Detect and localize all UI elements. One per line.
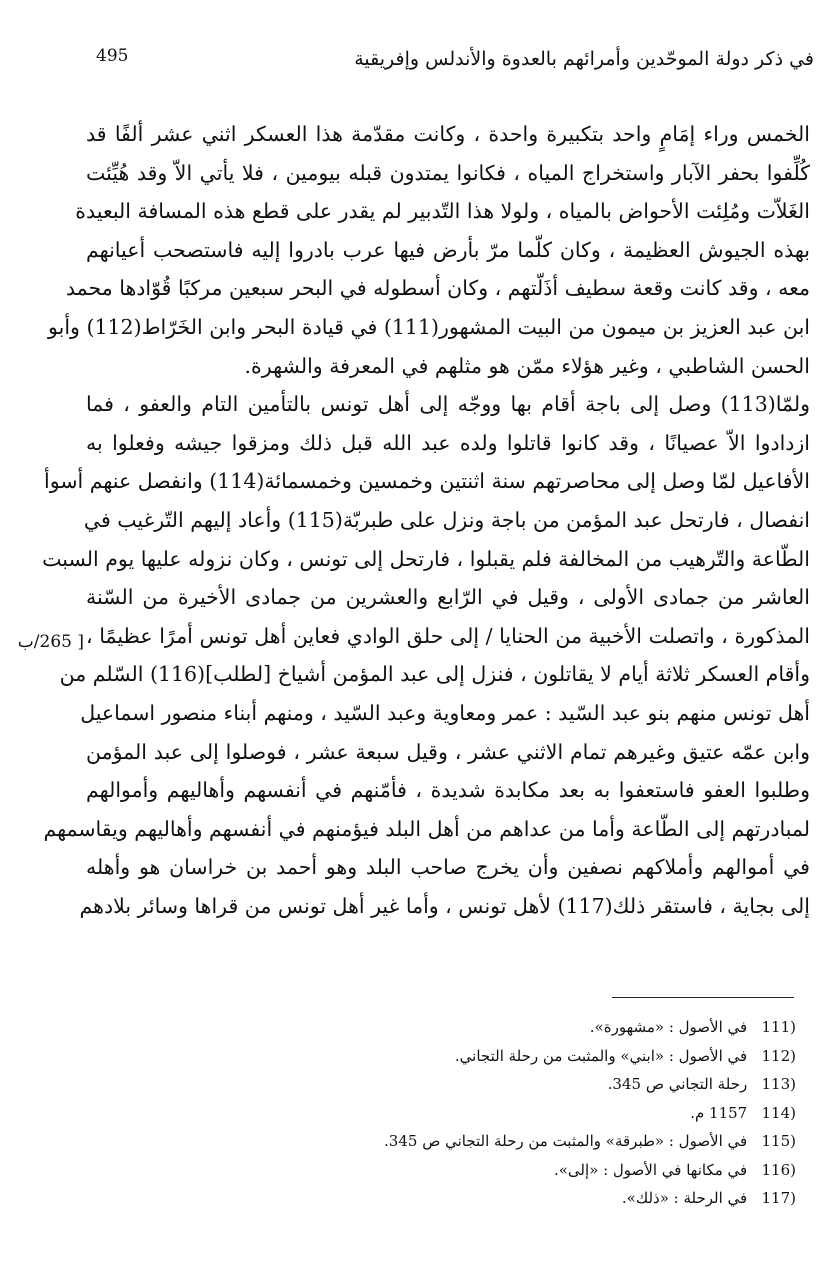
page-number: 495 <box>96 46 129 66</box>
footnote-number: (114 <box>761 1103 796 1122</box>
footnote-text: 1157 م. <box>690 1103 748 1122</box>
footnote-text: في الأصول : «ابني» والمثبت من رحلة التجاني. <box>454 1046 748 1065</box>
text-line: الأفاعيل لمّا وصل إلى محاصرتهم سنة اثنتين وخمسين وخمسمائة(114) وانفصل عنهم أسوأ <box>44 469 810 494</box>
footnote <box>300 1099 796 1128</box>
text-line: وطلبوا العفو فاستعفوا به بعد مكابدة شديدة ، فأمّنهم في أنفسهم وأهاليهم وأموالهم <box>86 778 810 803</box>
running-title: في ذكر دولة الموحّدين وأمرائهم بالعدوة والأندلس وإفريقية <box>354 48 814 70</box>
footnote-number: (113 <box>761 1075 796 1093</box>
text-line: لمبادرتهم إلى الطّاعة وأما من عداهم من أهل البلد فيؤمنهم في أنفسهم وأهاليهم ويقاسمهم <box>43 816 810 841</box>
text-line: انفصال ، فارتحل عبد المؤمن من باجة ونزل على طبربّة(115) وأعاد إليهم التّرغيب في <box>83 507 810 532</box>
text-line: بهذه الجيوش العظيمة ، وكان كلّما مرّ بأرض فيها عرب بادروا إليه فاستصحب أعيانهم <box>86 237 810 262</box>
text-line: العاشر من جمادى الأولى ، وقيل في الرّابع والعشرين من جمادى الأخيرة من السّنة <box>86 585 810 610</box>
footnotes <box>300 1013 796 1213</box>
text-line: ولمّا(113) وصل إلى باجة أقام بها ووجّه إلى أهل تونس بالتأمين التام والعفو ، فما <box>86 392 810 417</box>
footnote <box>300 1156 796 1185</box>
running-header <box>90 40 814 80</box>
margin-folio-note: [ 265/ب <box>17 632 84 652</box>
footnote-text: في الأصول : «طبرقة» والمثبت من رحلة التجاني ص 345. <box>384 1132 748 1150</box>
text-line: الطّاعة والتّرهيب من المخالفة فلم يقبلوا ، فارتحل إلى تونس ، وكان نزوله عليها يوم السبت <box>42 546 810 571</box>
text-line: وأقام العسكر ثلاثة أيام لا يقاتلون ، فنزل إلى عبد المؤمن أشياخ [لطلب](116) السّلم من <box>59 662 810 687</box>
text-line: الحسن الشاطبي ، وغير هؤلاء ممّن هو مثلهم في المعرفة والشهرة. <box>244 353 810 378</box>
text-line: الخمس وراء إمَامٍ واحد بتكبيرة واحدة ، وكانت مقدّمة هذا العسكر اثني عشر ألفًا قد <box>86 122 810 146</box>
text-line: وابن عمّه عتيق وغيرهم تمام الاثني عشر ، وقيل سبعة عشر ، فوصلوا إلى عبد المؤمن <box>86 739 810 764</box>
footnote-number: (112 <box>761 1046 796 1065</box>
footnote <box>300 1127 796 1156</box>
footnote <box>300 1013 796 1042</box>
footnote-divider <box>612 997 794 998</box>
footnote-number: (117 <box>761 1189 796 1207</box>
footnote-number: (116 <box>761 1160 796 1179</box>
text-line: ازدادوا الاّ عصيانًا ، وقد كانوا قاتلوا ولده عبد الله قبل ذلك ومزقوا جيشه وفعلوا به <box>86 430 810 455</box>
footnote <box>300 1042 796 1071</box>
footnote-text: في مكانها في الأصول : «إلى». <box>553 1160 748 1179</box>
footnote-number: (111 <box>761 1018 796 1036</box>
text-line: المذكورة ، واتصلت الأخبية من الحنايا / إلى حلق الوادي فعاين أهل تونس أمرًا عظيمًا ، <box>86 623 810 648</box>
text-line: أهل تونس منهم بنو عبد السّيد : عمر ومعاوية وعبد السّيد ، ومنهم أبناء منصور اسماعيل <box>80 700 810 725</box>
text-line: ابن عبد العزيز بن ميمون من البيت المشهور(111) في قيادة البحر وابن الخَرّاط(112) وأبو <box>48 314 810 339</box>
footnote-number: (115 <box>761 1132 796 1150</box>
footnote <box>300 1184 796 1213</box>
text-line: الغَلاّت ومُلِئت الأحواض بالمياه ، ولولا هذا التّدبير لم يقدر على قطع هذه المسافة البعيدة <box>75 199 810 224</box>
text-line: معه ، وقد كانت وقعة سطيف أذَلّتهم ، وكان أسطوله في البحر سبعين مركبًا قُوّادها محمد <box>65 276 810 301</box>
footnote-text: رحلة التجاني ص 345. <box>607 1075 748 1093</box>
text-line: في أموالهم وأملاكهم نصفين وأن يخرج صاحب البلد وهو أحمد بن خراسان هو وأهله <box>86 855 810 880</box>
footnote <box>300 1070 796 1099</box>
text-line: كُلِّفوا بحفر الآبار واستخراج المياه ، فكانوا يمتدون قبله بيومين ، فلا يأتي الاّ وقد هُيِّئت <box>86 160 810 185</box>
text-line: إلى بجاية ، فاستقر ذلك(117) لأهل تونس ، وأما غير أهل تونس من قراها وسائر بلادهم <box>79 893 810 918</box>
footnote-text: في الأصول : «مشهورة». <box>589 1018 748 1036</box>
footnote-text: في الرحلة : «ذلك». <box>621 1189 748 1207</box>
